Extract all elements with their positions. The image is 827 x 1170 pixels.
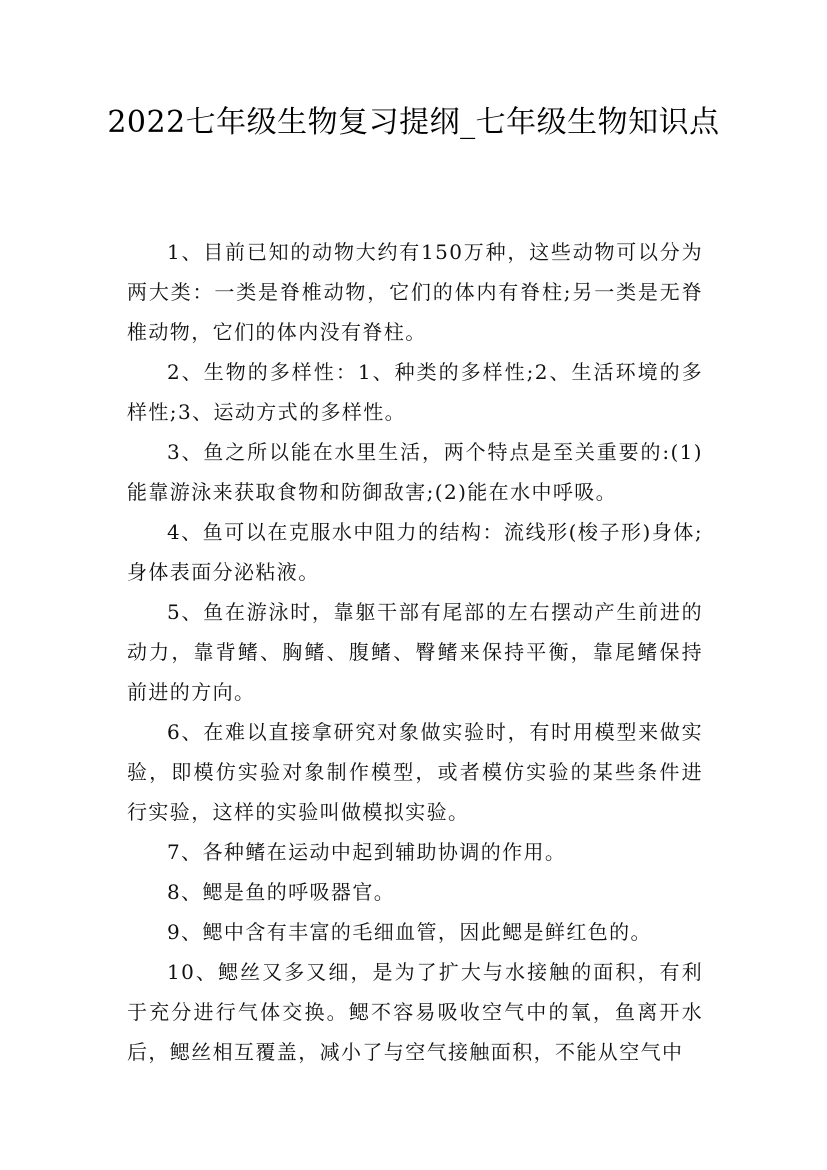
paragraph-3: 3、鱼之所以能在水里生活，两个特点是至关重要的:(1)能靠游泳来获取食物和防御敌害;(2)能在水中呼吸。 xyxy=(127,440,703,504)
paragraph-8: 8、鳃是鱼的呼吸器官。 xyxy=(167,880,396,904)
paragraph-6: 6、在难以直接拿研究对象做实验时，有时用模型来做实验，即模仿实验对象制作模型，或者模仿实验的某些条件进行实验，这样的实验叫做模拟实验。 xyxy=(127,720,703,824)
paragraph-5: 5、鱼在游泳时，靠躯干部有尾部的左右摆动产生前进的动力，靠背鳍、胸鳍、腹鳍、臀鳍来保持平衡，靠尾鳍保持前进的方向。 xyxy=(127,600,703,704)
paragraph-10: 10、鳃丝又多又细，是为了扩大与水接触的面积，有利于充分进行气体交换。鳃不容易吸收空气中的氧，鱼离开水后，鳃丝相互覆盖，减小了与空气接触面积，不能从空气中 xyxy=(127,960,703,1064)
paragraph-9: 9、鳃中含有丰富的毛细血管，因此鳃是鲜红色的。 xyxy=(167,920,652,944)
paragraph-2: 2、生物的多样性：1、种类的多样性;2、生活环境的多样性;3、运动方式的多样性。 xyxy=(127,360,703,424)
document-body xyxy=(127,232,703,1072)
document-title: 2022七年级生物复习提纲_七年级生物知识点 xyxy=(107,105,720,140)
paragraph-1: 1、目前已知的动物大约有150万种，这些动物可以分为两大类：一类是脊椎动物，它们的体内有脊柱;另一类是无脊椎动物，它们的体内没有脊柱。 xyxy=(127,240,703,344)
paragraph-7: 7、各种鳍在运动中起到辅助协调的作用。 xyxy=(167,840,567,864)
paragraph-4: 4、鱼可以在克服水中阻力的结构：流线形(梭子形)身体;身体表面分泌粘液。 xyxy=(127,520,703,584)
